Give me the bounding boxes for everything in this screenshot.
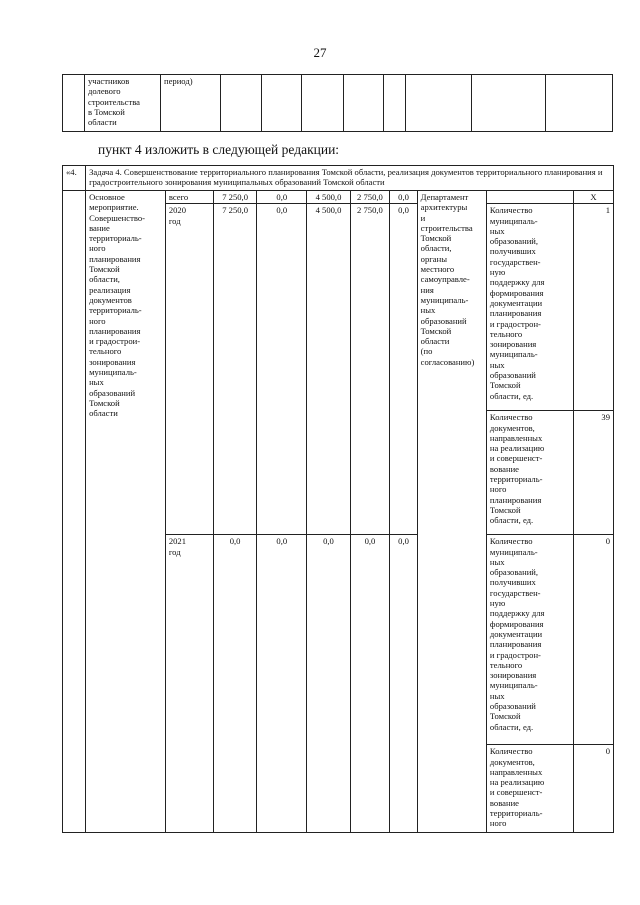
- total-federal: 0,0: [257, 191, 307, 204]
- amendment-heading: пункт 4 изложить в следующей редакции:: [98, 142, 340, 157]
- total-amount: 7 250,0: [214, 191, 257, 204]
- amount-2020: 7 250,0: [214, 204, 257, 535]
- value-documents-2021: 0: [574, 745, 614, 833]
- value-municipalities-2021: 0: [574, 535, 614, 745]
- page-number: 27: [313, 45, 327, 60]
- period-total: всего: [165, 191, 213, 204]
- indicator-municipalities-2020: Количество муниципаль- ных образований, получивших государствен- ную поддержку для формирования документации планирования и градострон- тельного зонирования муниципаль- ных образований Томской области, ед.: [486, 204, 573, 411]
- total-other: 0,0: [390, 191, 417, 204]
- task-table: [62, 165, 614, 833]
- continuation-cell-text: участников долевого строительства в Томской области: [85, 75, 161, 132]
- continuation-table: [62, 74, 613, 132]
- indicator-documents-2021: Количество документов, направленных на реализацию и совершенст- вование территориаль- ного: [486, 745, 573, 833]
- activity-name: Основное мероприятие. Совершенство- вание территориаль- ного планирования Томской области, реализация документов территориаль- ного планирования и градострои- тельного зонирования муниципаль- ных образований Томской области: [86, 191, 166, 833]
- local-2020: 2 750,0: [350, 204, 390, 535]
- executor: Департамент архитектуры и строительства Томской области, органы местного самоуправле- ния муниципаль- ных образований Томской области (по согласованию): [417, 191, 486, 833]
- value-documents-2020: 39: [574, 411, 614, 535]
- indicator-documents-2020: Количество документов, направленных на реализацию и совершенст- вование территориаль- ного планирования Томской области, ед.: [486, 411, 573, 535]
- local-2021: 0,0: [350, 535, 390, 833]
- federal-2020: 0,0: [257, 204, 307, 535]
- period-2020: 2020 год: [165, 204, 213, 535]
- task-title: Задача 4. Совершенствование территориального планирования Томской области, реализация документов территориального планирования и градостроительного зонирования муниципальных образований Томской области: [86, 166, 614, 191]
- regional-2020: 4 500,0: [307, 204, 350, 535]
- amount-2021: 0,0: [214, 535, 257, 833]
- regional-2021: 0,0: [307, 535, 350, 833]
- cell-empty: [63, 75, 85, 132]
- header-mark: Х: [574, 191, 614, 204]
- other-2021: 0,0: [390, 535, 417, 833]
- period-2021: 2021 год: [165, 535, 213, 833]
- total-regional: 4 500,0: [307, 191, 350, 204]
- federal-2021: 0,0: [257, 535, 307, 833]
- value-municipalities-2020: 1: [574, 204, 614, 411]
- continuation-cell-period: период): [161, 75, 221, 132]
- indicator-municipalities-2021: Количество муниципаль- ных образований, получивших государствен- ную поддержку для формирования документации планирования и градострон- тельного зонирования муниципаль- ных образований Томской области, ед.: [486, 535, 573, 745]
- row-number: «4.: [63, 166, 86, 191]
- other-2020: 0,0: [390, 204, 417, 535]
- total-local: 2 750,0: [350, 191, 390, 204]
